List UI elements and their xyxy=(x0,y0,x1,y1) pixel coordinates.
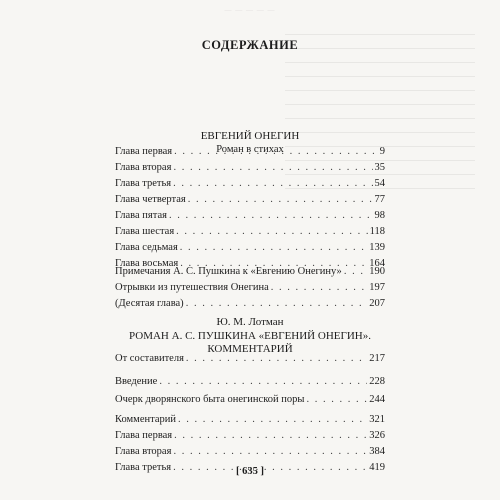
toc-entry-title: Глава первая xyxy=(115,146,173,157)
leader-dots xyxy=(173,444,367,460)
toc-entry-title: Примечания А. С. Пушкина к «Евгению Онегину» xyxy=(115,266,342,277)
toc-entry-title: Глава первая xyxy=(115,430,173,441)
toc-entry-page: 197 xyxy=(369,282,385,293)
toc-entry[interactable] xyxy=(115,351,385,367)
toc-entry[interactable] xyxy=(115,428,385,444)
toc-entry-page: 54 xyxy=(374,178,385,189)
leader-dots xyxy=(306,392,367,408)
toc-entry[interactable] xyxy=(115,144,385,160)
toc-entry[interactable] xyxy=(115,280,385,296)
toc-entry-page: 228 xyxy=(369,376,385,387)
toc-entry[interactable] xyxy=(115,444,385,460)
toc-entry-page: 98 xyxy=(374,210,385,221)
toc-entry-title: Глава третья xyxy=(115,178,172,189)
leader-dots xyxy=(188,192,373,208)
toc-entry-title: Глава вторая xyxy=(115,162,172,173)
leader-dots xyxy=(186,296,368,312)
toc-entry-page: 190 xyxy=(369,266,385,277)
toc-entry-page: 326 xyxy=(369,430,385,441)
part2-heading-line2: КОММЕНТАРИЙ xyxy=(207,343,293,355)
leader-dots xyxy=(271,280,367,296)
toc-entry[interactable] xyxy=(115,208,385,224)
part2-heading-line1: РОМАН А. С. ПУШКИНА «ЕВГЕНИЙ ОНЕГИН». xyxy=(129,330,371,342)
toc-entry-page: 244 xyxy=(369,394,385,405)
part1-heading: ЕВГЕНИЙ ОНЕГИН xyxy=(200,130,300,142)
page-title: СОДЕРЖАНИЕ xyxy=(201,38,299,52)
toc-entry[interactable] xyxy=(115,392,385,408)
leader-dots xyxy=(174,144,378,160)
leader-dots xyxy=(173,160,372,176)
toc-entry-page: 118 xyxy=(369,226,385,237)
leader-dots xyxy=(169,208,373,224)
toc-entry-page: 419 xyxy=(369,462,385,473)
leader-dots xyxy=(176,224,367,240)
toc-entry[interactable] xyxy=(115,160,385,176)
toc-entry-title: (Десятая глава) xyxy=(115,298,184,309)
toc-entry-title: Комментарий xyxy=(115,414,176,425)
toc-entry-title: Глава шестая xyxy=(115,226,175,237)
part1-subheading: Роман в стихах xyxy=(216,144,284,155)
toc-entry[interactable] xyxy=(115,240,385,256)
toc-entry[interactable] xyxy=(115,192,385,208)
toc-entry-title: Глава седьмая xyxy=(115,242,178,253)
part1-chapter-list xyxy=(115,144,385,272)
toc-entry[interactable] xyxy=(115,264,385,280)
part2-entry-list-c xyxy=(115,392,385,408)
leader-dots xyxy=(173,176,372,192)
toc-entry-page: 321 xyxy=(369,414,385,425)
leader-dots xyxy=(186,351,367,367)
toc-entry-page: 207 xyxy=(369,298,385,309)
toc-entry-page: 217 xyxy=(369,353,385,364)
toc-entry-title: Глава пятая xyxy=(115,210,167,221)
leader-dots xyxy=(180,240,367,256)
part2-entry-list-b xyxy=(115,374,385,390)
toc-entry-title: Введение xyxy=(115,376,158,387)
toc-entry-page: 139 xyxy=(369,242,385,253)
page-number: [ 635 ] xyxy=(236,466,264,477)
part2-author: Ю. М. Лотман xyxy=(216,316,284,328)
toc-entry-title: Глава восьмая xyxy=(115,258,179,269)
toc-entry-page: 35 xyxy=(374,162,385,173)
toc-entry-title: Глава четвертая xyxy=(115,194,186,205)
toc-entry-page: 164 xyxy=(369,258,385,269)
toc-entry[interactable] xyxy=(115,296,385,312)
toc-entry-page: 384 xyxy=(369,446,385,457)
leader-dots xyxy=(174,428,367,444)
toc-entry-title: От составителя xyxy=(115,353,184,364)
leader-dots xyxy=(178,412,367,428)
toc-entry[interactable] xyxy=(115,224,385,240)
part2-entry-list-a xyxy=(115,351,385,367)
toc-entry-page: 77 xyxy=(374,194,385,205)
toc-entry[interactable] xyxy=(115,374,385,390)
toc-entry-title: Глава третья xyxy=(115,462,172,473)
leader-dots xyxy=(159,374,367,390)
part1-extras-list xyxy=(115,264,385,312)
leader-dots xyxy=(344,264,367,280)
toc-entry[interactable] xyxy=(115,412,385,428)
show-through-header: — — — — — xyxy=(224,6,276,14)
toc-entry-page: 9 xyxy=(379,146,385,157)
toc-entry[interactable] xyxy=(115,176,385,192)
toc-entry-title: Отрывки из путешествия Онегина xyxy=(115,282,269,293)
toc-entry-title: Очерк дворянского быта онегинской поры xyxy=(115,394,305,405)
toc-entry-title: Глава вторая xyxy=(115,446,172,457)
